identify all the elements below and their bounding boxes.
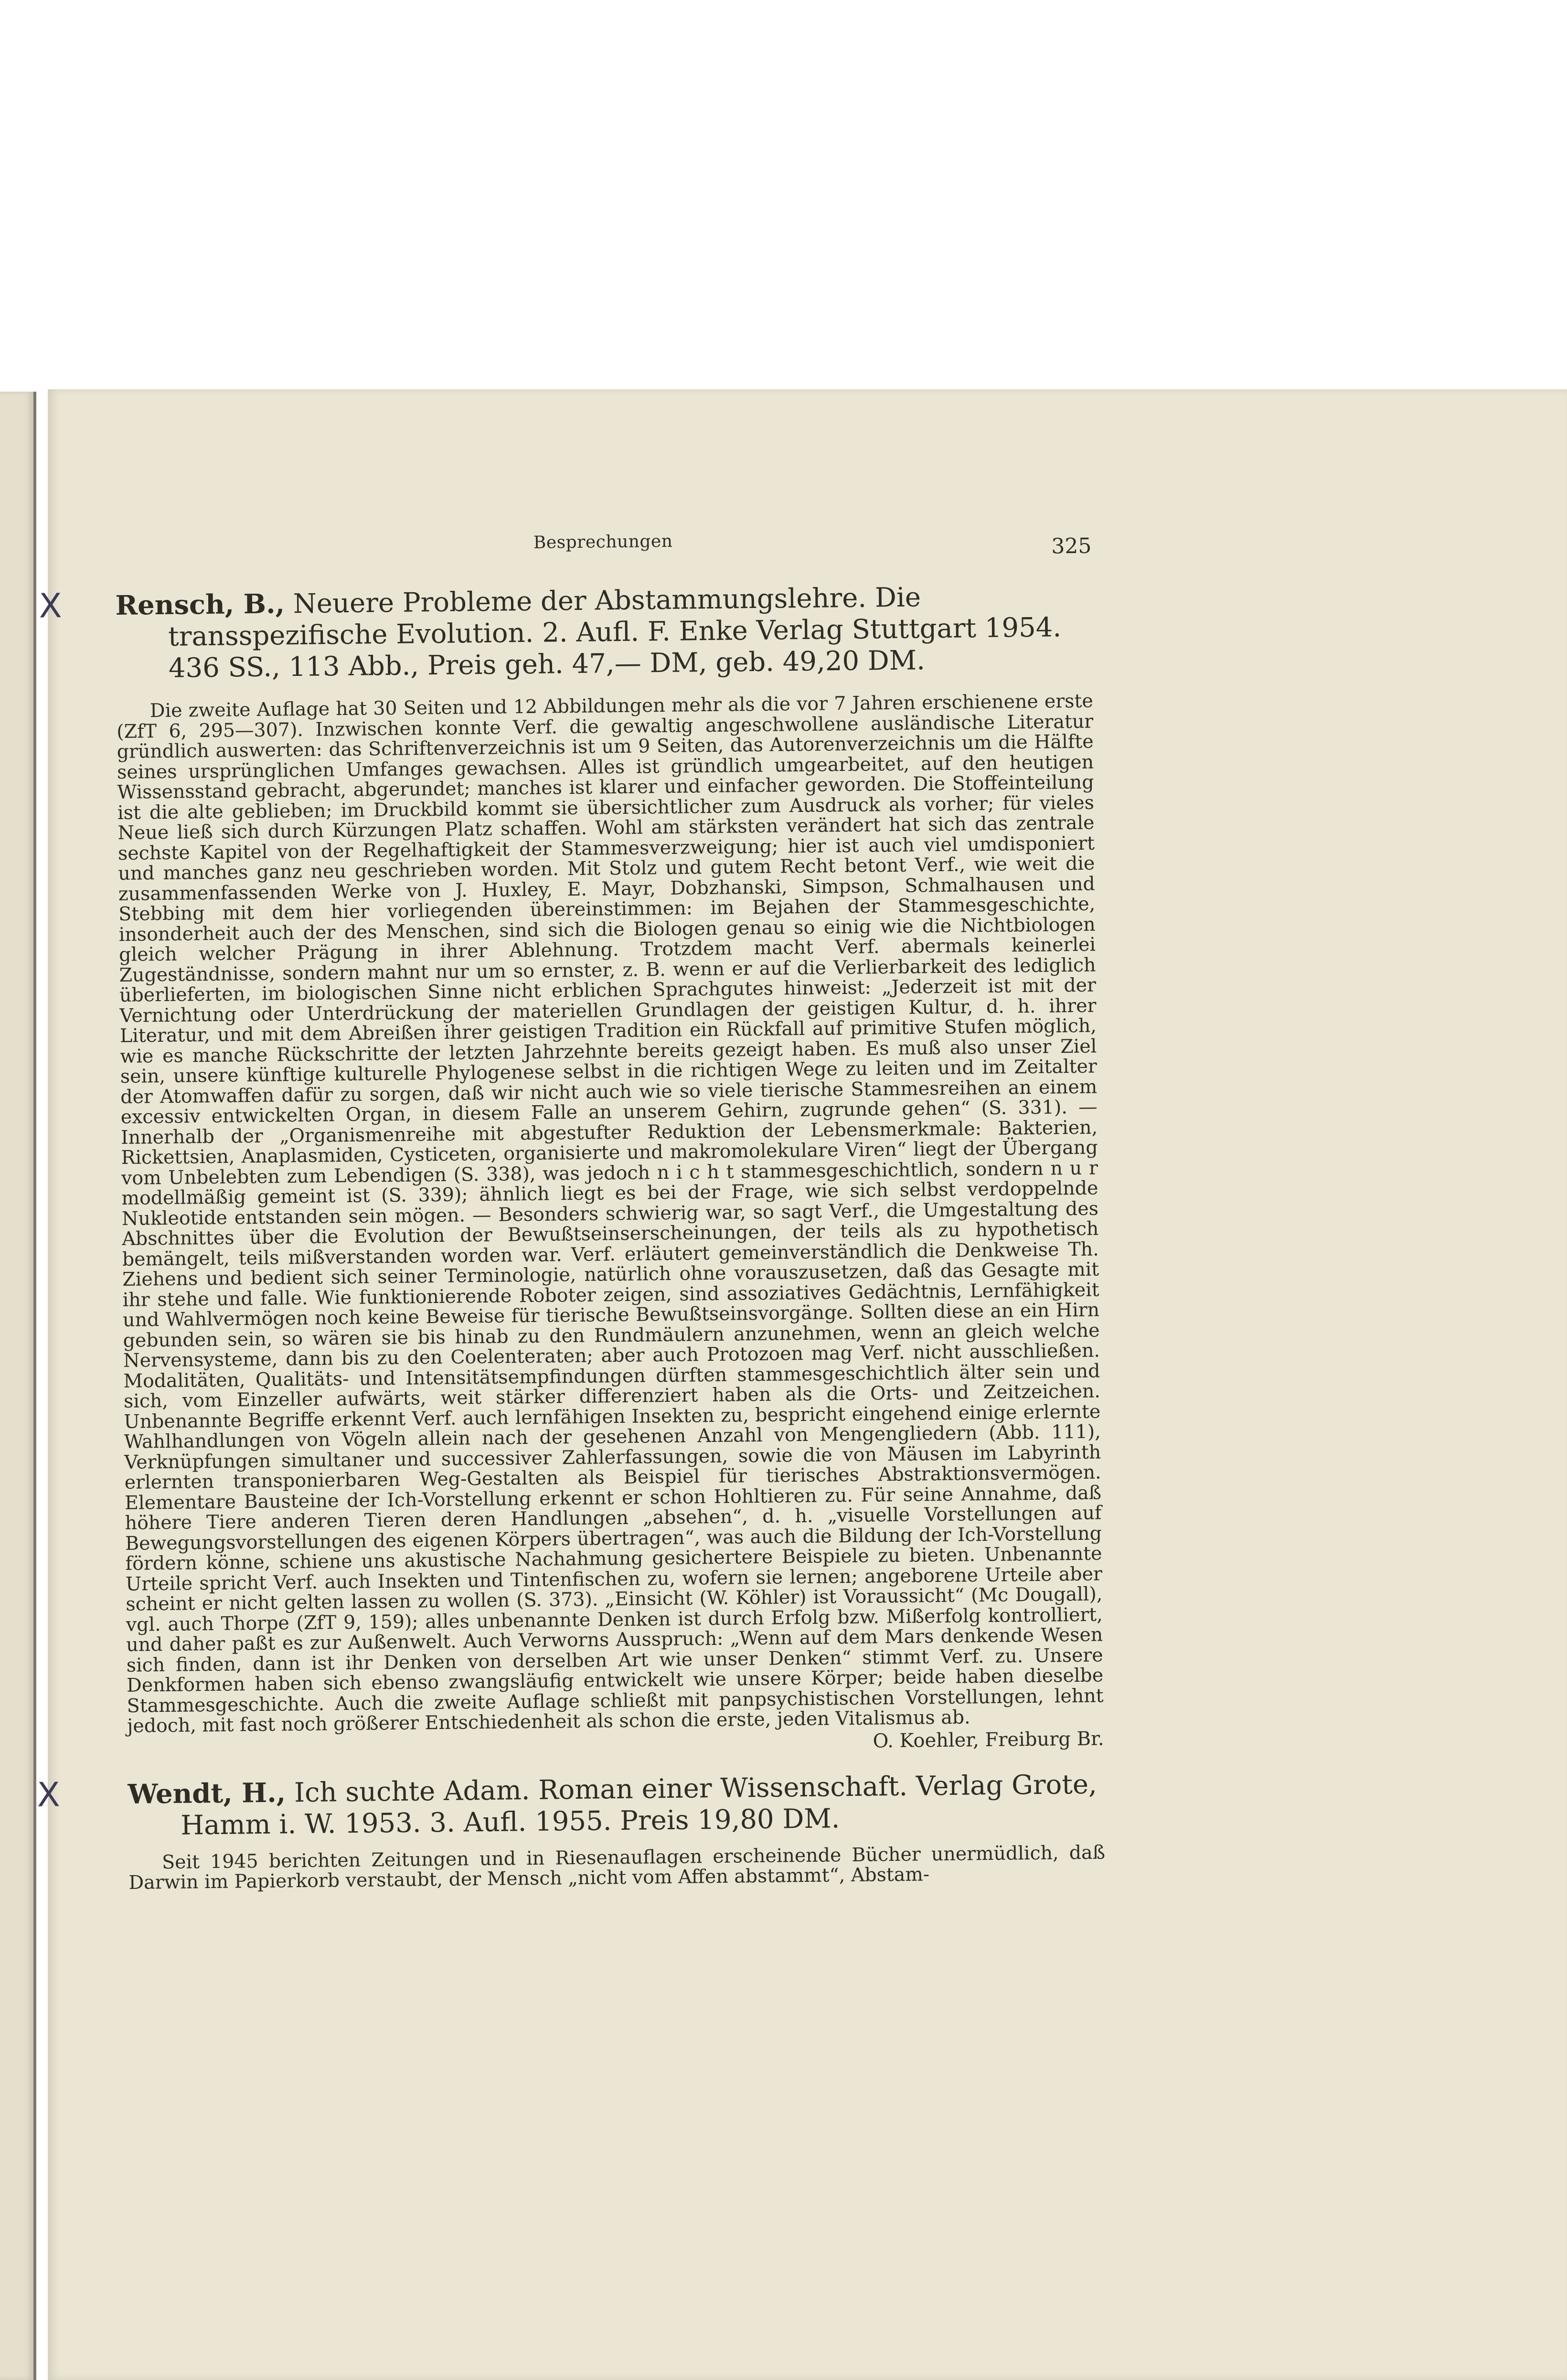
running-title: Besprechungen	[533, 531, 673, 553]
text-block	[37, 527, 1106, 1894]
review-heading	[39, 580, 1093, 685]
review-wendt	[37, 1768, 1106, 1894]
handwritten-cross-mark: X	[39, 586, 62, 626]
reviewer-signature: O. Koehler, Freiburg Br.	[873, 1727, 1104, 1752]
book-page	[37, 389, 1567, 2380]
review-heading	[37, 1768, 1105, 1842]
review-body: Die zweite Auflage hat 30 Seiten und 12 Abbildungen mehr als die vor 7 Jahren erschienene erste (ZfT 6, 295—307). Inzwischen konnte Verf. die gewaltig angeschwollene ausländische Literatur gründlich auswerten: das Schriftenverzeichnis ist um 9 Seiten, das Autorenverzeichnis um die Hälfte seines ursprünglichen Umfanges gewachsen. Alles ist gründlich umgearbeitet, auf den heutigen Wissensstand gebracht, abgerundet; manches ist klarer und einfacher geworden. Die Stoffeinteilung ist die alte geblieben; im Druckbild kommt sie übersichtlicher zum Ausdruck als vorher; für vieles Neue ließ sich durch Kürzungen Platz schaffen. Wohl am stärksten verändert hat sich das zentrale sechste Kapitel von der Regelhaftigkeit der Stammesverzweigung; hier ist auch viel umdisponiert und manches ganz neu geschrieben worden. Mit Stolz und gutem Recht betont Verf., wie weit die zusammenfassenden Werke von J. Huxley, E. Mayr, Dobzhanski, Simpson, Schmalhausen und Stebbing mit dem hier vorliegenden übereinstimmen: im Bejahen der Stammesgeschichte, insonderheit auch der des Menschen, sind sich die Biologen genau so einig wie die Nichtbiologen gleich welcher Prägung in ihrer Ablehnung. Trotzdem macht Verf. abermals keinerlei Zugeständnisse, sondern mahnt nur um so ernster, z. B. wenn er auf die Verlierbarkeit des lediglich überlieferten, im biologischen Sinne nicht erblichen Sprachgutes hinweist: „Jederzeit ist mit der Vernichtung oder Unterdrückung der materiellen Grundlagen der geistigen Kultur, d. h. ihrer Literatur, und mit dem Abreißen ihrer geistigen Tradition ein Rückfall auf primitive Stufen möglich, wie es manche Rückschritte der letzten Jahrzehnte bereits gezeigt haben. Es muß also unser Ziel sein, unsere künftige kulturelle Phylogenese selbst in die richtigen Wege zu leiten und im Zeitalter der Atomwaffen dafür zu sorgen, daß wir nicht auch wie so viele tierische Stammesreihen an einem excessiv entwickelten Organ, in diesem Falle an unserem Gehirn, zugrunde gehen“ (S. 331). — Innerhalb der „Organismenreihe mit abgestufter Reduktion der Lebensmerkmale: Bakterien, Rickettsien, Anaplasmiden, Cysticeten, organisierte und makromolekulare Viren“ liegt der Übergang vom Unbelebten zum Lebendigen (S. 338), was jedoch n i c h t stammesgeschichtlich, sondern n u r modellmäßig gemeint ist (S. 339); ähnlich liegt es bei der Frage, wie sich selbst verdoppelnde Nukleotide entstanden sein mögen. — Besonders schwierig war, so sagt Verf., die Umgestaltung des Abschnittes über die Evolution der Bewußtseinserscheinungen, der teils als zu hypothetisch bemängelt, teils mißverstanden worden war. Verf. erläutert gemeinverständlich die Denkweise Th. Ziehens und bedient sich seiner Terminologie, natürlich ohne vorauszusetzen, daß das Gesagte mit ihr stehe und falle. Wie funktionierende Roboter zeigen, sind assoziatives Gedächtnis, Lernfähigkeit und Wahlvermögen noch keine Beweise für tierische Bewußtseinsvorgänge. Sollten diese an ein Hirn gebunden sein, so wären sie bis hinab zu den Rundmäulern anzunehmen, wenn an gleich welche Nervensysteme, dann bis zu den Coelenteraten; aber auch Protozoen mag Verf. nicht ausschließen. Modalitäten, Qualitäts- und Intensitätsempfindungen dürften stammesgeschichtlich älter sein und sich, vom Einzeller aufwärts, weit stärker differenziert haben als die Orts- und Zeitzeichen. Unbenannte Begriffe erkennt Verf. auch lernfähigen Insekten zu, bespricht eingehend einige erlernte Wahlhandlungen von Vögeln allein nach der gesehenen Anzahl von Mengengliedern (Abb. 111), Verknüpfungen simultaner und successiver Zahlerfassungen, sowie die von Mäusen im Labyrinth erlernten transponierbaren Weg-Gestalten als Beispiel für tierisches Abstraktionsvermögen. Elementare Bausteine der Ich-Vorstellung erkennt er schon Hohltieren zu. Für seine Annahme, daß höhere Tiere anderen Tieren deren Handlungen „absehen“, d. h. „visuelle Vorstellungen auf Bewegungsvorstellungen des eigenen Körpers übertragen“, was auch die Bildung der Ich-Vorstellung fördern könne, schiene uns akustische Nachahmung gesichertere Beispiele zu bieten. Unbenannte Urteile spricht Verf. auch Insekten und Tintenfischen zu, wofern sie lernen; angeborene Urteile aber scheint er nicht gelten lassen zu wollen (S. 373). „Einsicht (W. Köhler) ist Voraussicht“ (Mc Dougall), vgl. auch Thorpe (ZfT 9, 159); alles unbenannte Denken ist durch Erfolg bzw. Mißerfolg kontrolliert, und daher paßt es zur Außenwelt. Auch Verworns Ausspruch: „Wenn auf dem Mars denkende Wesen sich finden, dann ist ihr Denken von derselben Art wie unser Denken“ stimmt Verf. zu. Unsere Denkformen haben sich ebenso zwangsläufig entwickelt wie unsere Körper; beide haben dieselbe Stammesgeschichte. Auch die zweite Auflage schließt mit panpsychistischen Vorstellungen, lehnt jedoch, mit fast noch größerer Entschiedenheit als schon die erste, jeden Vitalismus ab.	[117, 690, 1104, 1737]
review-citation: Ich suchte Adam. Roman einer Wissenschaft. Verlag Grote, Hamm i. W. 1953. 3. Aufl. 1955. Preis 19,80 DM.	[180, 1769, 1098, 1841]
review-rensch	[39, 580, 1104, 1760]
review-citation: Neuere Probleme der Abstammungslehre. Die transspezifische Evolution. 2. Aufl. F. Enke Verlag Stuttgart 1954. 436 SS., 113 Abb., Preis geh. 47,— DM, geb. 49,20 DM.	[168, 582, 1062, 684]
page-number: 325	[1051, 534, 1092, 559]
review-body: Seit 1945 berichten Zeitungen und in Riesenauflagen erscheinende Bücher unermüdlich, daß Darwin im Papierkorb verstaubt, der Mensch „nicht vom Affen abstammt“, Abstam-	[128, 1841, 1106, 1894]
handwritten-cross-mark: X	[37, 1774, 60, 1814]
review-author: Wendt, H.,	[128, 1776, 286, 1810]
review-author: Rensch, B.,	[115, 588, 285, 621]
left-page-edge	[0, 392, 36, 2380]
page-header	[115, 527, 1092, 580]
